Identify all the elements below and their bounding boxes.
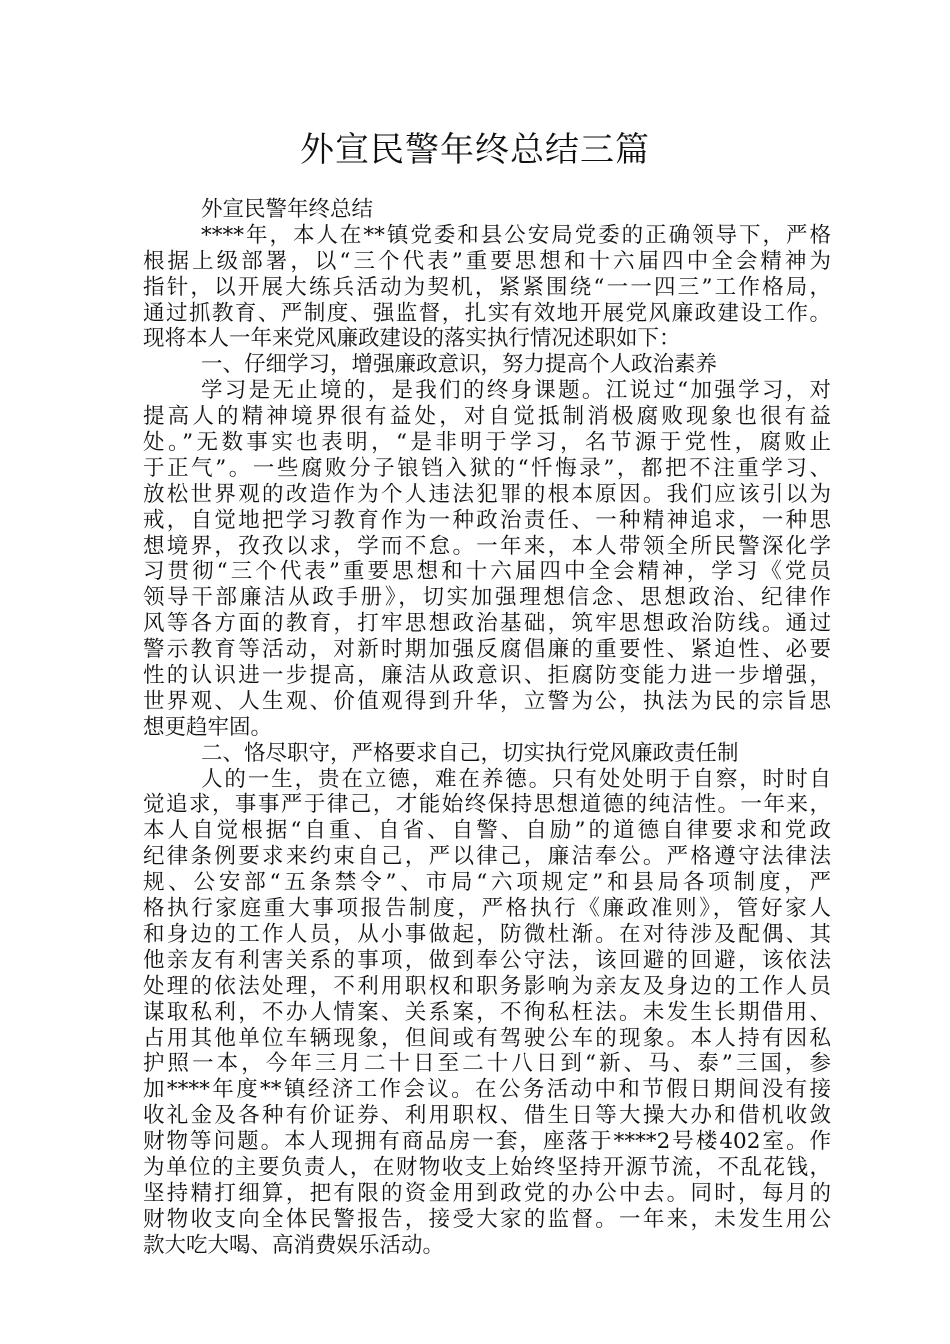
text-line: 处。”无数事实也表明，“是非明于学习，名节源于党性，腐败止: [143, 430, 831, 456]
text-line: 想境界，孜孜以求，学而不怠。一年来，本人带领全所民警深化学: [143, 533, 831, 559]
document-body: [143, 197, 831, 1259]
text-line: 放松世界观的改造作为个人违法犯罪的根本原因。我们应该引以为: [143, 481, 831, 507]
text-line: 规、公安部“五条禁令”、市局“六项规定”和县局各项制度，严: [143, 870, 831, 896]
text-line: 他亲友有利害关系的事项，做到奉公守法，该回避的回避，该依法: [143, 947, 831, 973]
text-line: 纪律条例要求来约束自己，严以律己，廉洁奉公。严格遵守法律法: [143, 844, 831, 870]
text-line: 人的一生，贵在立德，难在养德。只有处处明于自察，时时自: [201, 766, 831, 792]
text-line: 外宣民警年终总结: [201, 197, 374, 222]
text-line: 二、恪尽职守，严格要求自己，切实执行党风廉政责任制: [201, 740, 739, 766]
text-line: 通过抓教育、严制度、强监督，扎实有效地开展党风廉政建设工作。: [143, 300, 831, 326]
text-line: 领导干部廉洁从政手册》，切实加强理想信念、思想政治、纪律作: [143, 585, 831, 611]
text-line: 和身边的工作人员，从小事做起，防微杜渐。在对待涉及配偶、其: [143, 921, 831, 947]
text-line: 谋取私利，不办人情案、关系案，不徇私枉法。未发生长期借用、: [143, 999, 831, 1025]
text-line: 戒，自觉地把学习教育作为一种政治责任、一种精神追求，一种思: [143, 507, 831, 533]
text-line: 风等各方面的教育，打牢思想政治基础，筑牢思想政治防线。通过: [143, 611, 831, 637]
text-line: 占用其他单位车辆现象，但间或有驾驶公车的现象。本人持有因私: [143, 1025, 831, 1051]
text-line: 护照一本，今年三月二十日至二十八日到“新、马、泰”三国，参: [143, 1051, 831, 1077]
text-line: 现将本人一年来党风廉政建设的落实执行情况述职如下：: [143, 326, 681, 352]
text-line: 于正气”。一些腐败分子锒铛入狱的“忏悔录”，都把不注重学习、: [143, 455, 831, 481]
text-line: 格执行家庭重大事项报告制度，严格执行《廉政准则》，管好家人: [143, 896, 831, 922]
text-line: ****年，本人在**镇党委和县公安局党委的正确领导下，严格: [201, 222, 831, 248]
text-line: 坚持精打细算，把有限的资金用到政党的办公中去。同时，每月的: [143, 1180, 831, 1206]
text-line: 性的认识进一步提高，廉洁从政意识、拒腐防变能力进一步增强，: [143, 663, 831, 689]
document-title: 外宣民警年终总结三篇: [300, 130, 650, 170]
text-line: 款大吃大喝、高消费娱乐活动。: [143, 1232, 445, 1258]
text-line: 世界观、人生观、价值观得到升华，立警为公，执法为民的宗旨思: [143, 688, 831, 714]
text-line: 提高人的精神境界很有益处，对自觉抵制消极腐败现象也很有益: [143, 404, 831, 430]
text-line: 警示教育等活动，对新时期加强反腐倡廉的重要性、紧迫性、必要: [143, 637, 831, 663]
text-line: 本人自觉根据“自重、自省、自警、自励”的道德自律要求和党政: [143, 818, 831, 844]
text-line: 根据上级部署，以“三个代表”重要思想和十六届四中全会精神为: [143, 248, 831, 274]
text-line: 觉追求，事事严于律己，才能始终保持思想道德的纯洁性。一年来，: [143, 792, 831, 818]
text-line: 为单位的主要负责人，在财物收支上始终坚持开源节流，不乱花钱，: [143, 1154, 831, 1180]
text-line: 指针，以开展大练兵活动为契机，紧紧围绕“一一四三”工作格局，: [143, 274, 831, 300]
text-line: 处理的依法处理，不利用职权和职务影响为亲友及身边的工作人员: [143, 973, 831, 999]
text-line: 收礼金及各种有价证券、利用职权、借生日等大操大办和借机收敛: [143, 1103, 831, 1129]
text-line: 财物等问题。本人现拥有商品房一套，座落于****2号楼402室。作: [143, 1129, 831, 1155]
text-line: 一、仔细学习，增强廉政意识，努力提高个人政治素养: [201, 352, 718, 378]
text-line: 财物收支向全体民警报告，接受大家的监督。一年来，未发生用公: [143, 1206, 831, 1232]
text-line: 学习是无止境的，是我们的终身课题。江说过“加强学习，对: [201, 378, 831, 404]
text-line: 想更趋牢固。: [143, 714, 273, 740]
text-line: 加****年度**镇经济工作会议。在公务活动中和节假日期间没有接: [143, 1077, 831, 1103]
text-line: 习贯彻“三个代表”重要思想和十六届四中全会精神，学习《党员: [143, 559, 831, 585]
